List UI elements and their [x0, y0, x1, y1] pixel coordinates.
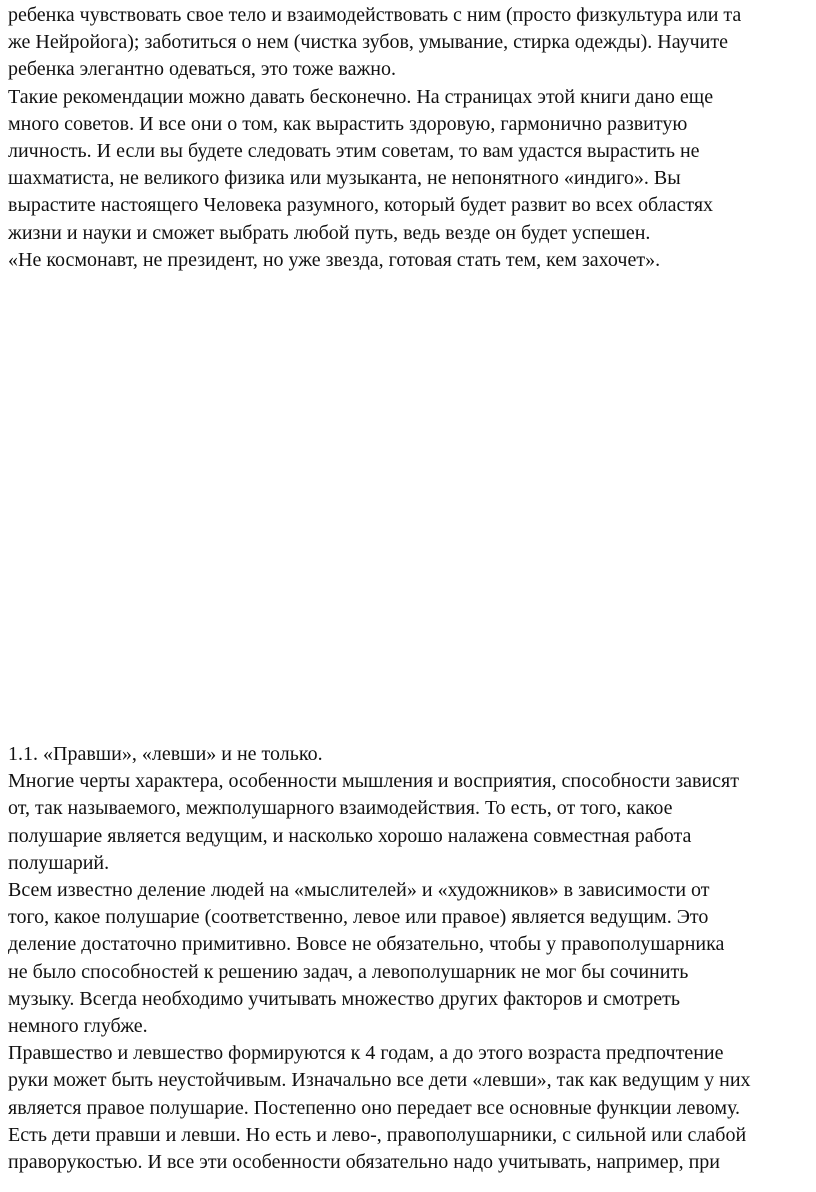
text-line: Есть дети правши и левши. Но есть и лево-, правополушарники, с сильной или слабой	[8, 1123, 747, 1146]
text-line: Правшество и левшество формируются к 4 годам, а до этого возраста предпочтение	[8, 1042, 724, 1065]
text-line: полушарие является ведущим, и насколько хорошо налажена совместная работа	[8, 824, 692, 847]
text-line: Такие рекомендации можно давать бесконечно. На страницах этой книги дано еще	[8, 85, 714, 108]
text-line: много советов. И все они о том, как вырастить здоровую, гармонично развитую	[8, 112, 688, 135]
text-line: руки может быть неустойчивым. Изначально все дети «левши», так как ведущим у них	[8, 1069, 751, 1092]
text-line: не было способностей к решению задач, а левополушарник не мог бы сочинить	[8, 960, 689, 983]
text-block-bottom	[8, 741, 808, 1176]
text-line: шахматиста, не великого физика или музыканта, не непонятного «индиго». Вы	[8, 167, 681, 190]
text-line: ребенка элегантно одеваться, это тоже важно.	[8, 58, 396, 81]
text-line: деление достаточно примитивно. Вовсе не обязательно, чтобы у правополушарника	[8, 933, 725, 956]
text-line: праворукостью. И все эти особенности обязательно надо учитывать, например, при	[8, 1151, 721, 1174]
text-line: Всем известно деление людей на «мыслителей» и «художников» в зависимости от	[8, 879, 710, 902]
text-line: Многие черты характера, особенности мышления и восприятия, способности зависят	[8, 770, 739, 793]
text-line: ребенка чувствовать свое тело и взаимодействовать с ним (просто физкультура или та	[8, 4, 742, 26]
text-line: музыку. Всегда необходимо учитывать множество других факторов и смотреть	[8, 987, 680, 1010]
text-block-top	[8, 2, 808, 274]
text-line: от, так называемого, межполушарного взаимодействия. То есть, от того, какое	[8, 797, 673, 820]
text-line: личность. И если вы будете следовать этим советам, то вам удастся вырастить не	[8, 140, 700, 163]
text-line: жизни и науки и сможет выбрать любой путь, ведь везде он будет успешен.	[8, 221, 651, 244]
text-line: вырастите настоящего Человека разумного, который будет развит во всех областях	[8, 194, 714, 217]
text-line: является правое полушарие. Постепенно оно передает все основные функции левому.	[8, 1096, 741, 1119]
text-line: того, какое полушарие (соответственно, левое или правое) является ведущим. Это	[8, 906, 709, 929]
quote-line: «Не космонавт, не президент, но уже звезда, готовая стать тем, кем захочет».	[8, 248, 661, 271]
text-line: немного глубже.	[8, 1015, 148, 1038]
section-heading: 1.1. «Правши», «левши» и не только.	[8, 743, 323, 765]
text-line: полушарий.	[8, 851, 110, 874]
text-line: же Нейройога); заботиться о нем (чистка зубов, умывание, стирка одежды). Научите	[8, 31, 728, 54]
